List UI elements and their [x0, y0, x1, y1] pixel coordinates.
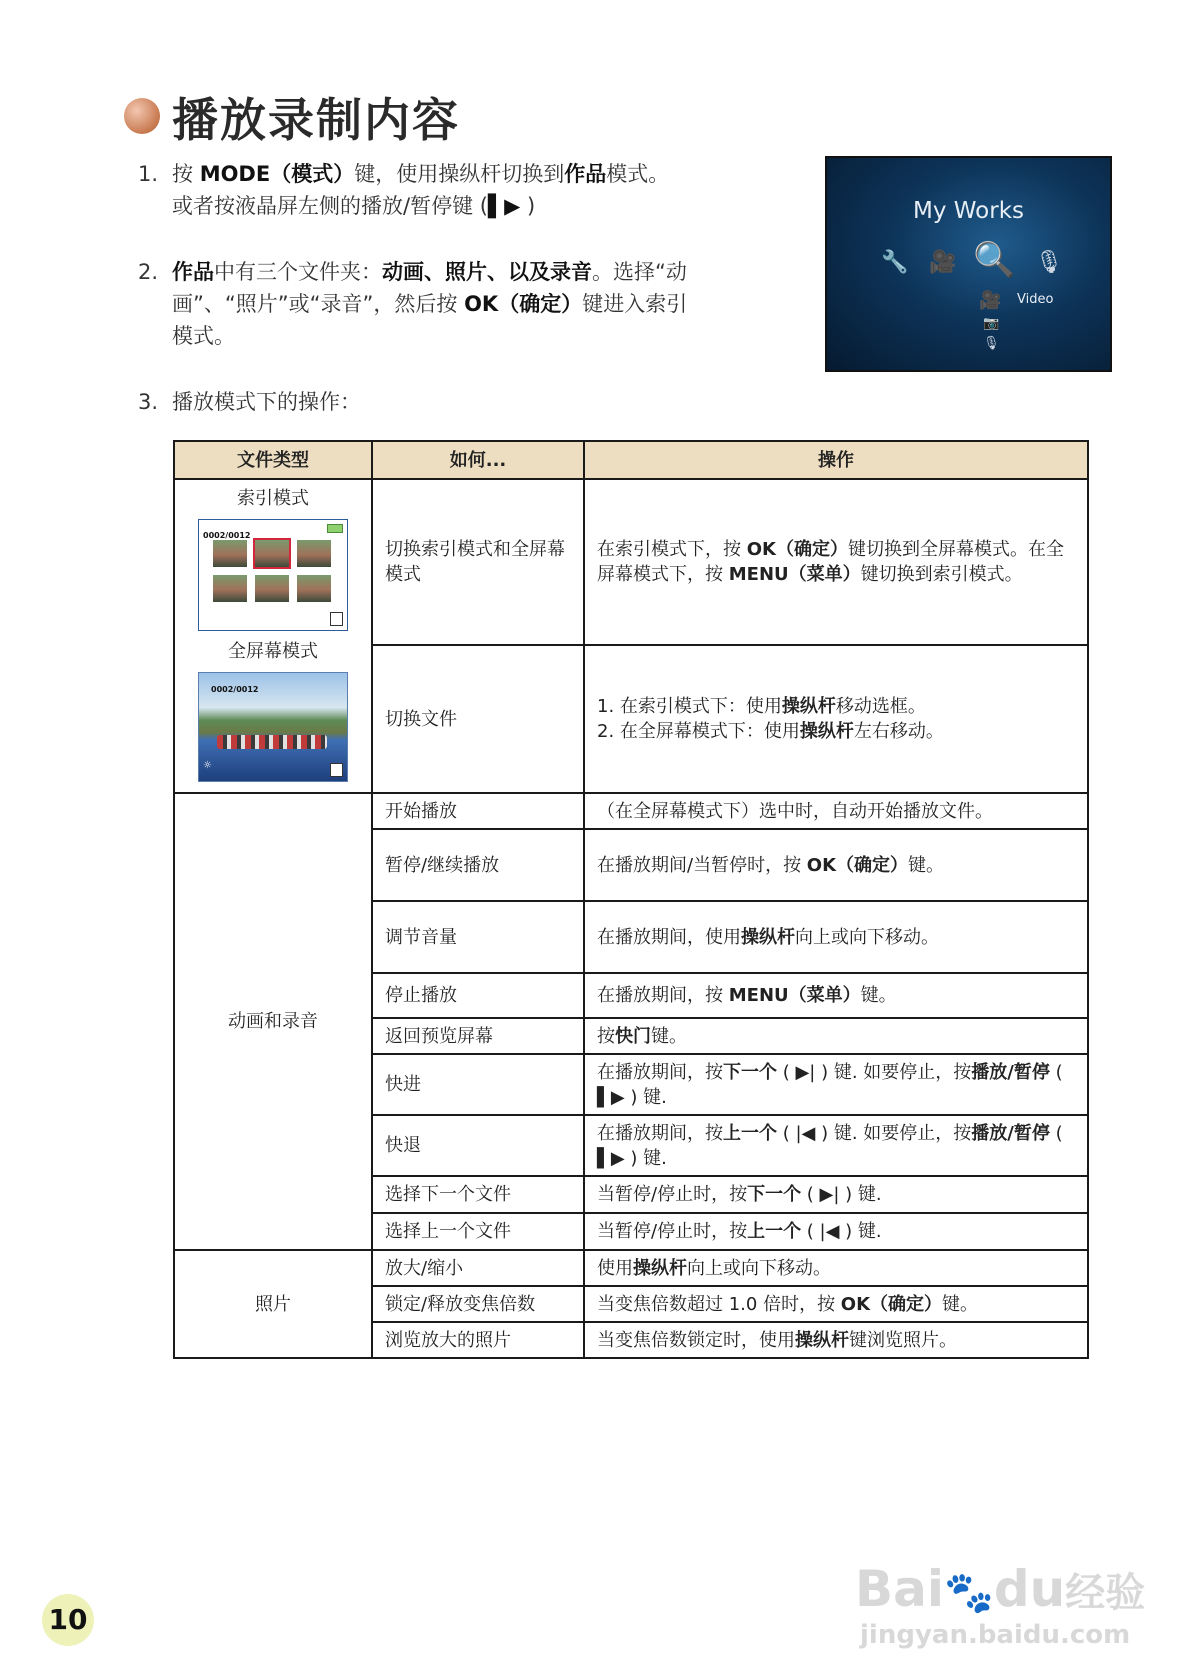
how-cell: 开始播放 [372, 793, 584, 829]
how-cell: 快退 [372, 1115, 584, 1176]
type-cell-modes [174, 479, 372, 793]
op-cell: 当暂停/停止时，按上一个 ( |◀ ) 键. [584, 1213, 1088, 1250]
mic-small-icon: 🎙 [983, 336, 1000, 351]
next-icon: ( ▶| ) [777, 1061, 834, 1083]
magnifier-icon: 🔍 [973, 240, 1016, 280]
sun-icon: ☼ [203, 760, 212, 771]
play-pause-icon: ( ▌▶ ) [597, 1122, 1063, 1169]
wrench-icon: 🔧 [881, 250, 909, 275]
op-cell: 在播放期间，使用操纵杆向上或向下移动。 [584, 901, 1088, 973]
watermark-logo: Bai🐾du经验 [855, 1560, 1146, 1618]
op-cell: 在索引模式下，按 OK（确定）键切换到全屏幕模式。在全屏幕模式下，按 MENU（菜单）键切换到索引模式。 [584, 479, 1088, 645]
step-1: 1. 按 MODE（模式）键，使用操纵杆切换到作品模式。 或者按液晶屏左侧的播放/暂停键 (▌▶ ) [138, 162, 670, 218]
table-row [174, 793, 1088, 829]
play-pause-icon: ( ▌▶ ) [597, 1061, 1063, 1108]
camera-icon: 📷 [983, 316, 1000, 331]
index-mode-thumbnail: 0002/0012 [198, 519, 348, 631]
video-camera-icon: 🎥 [929, 250, 957, 275]
how-cell: 放大/缩小 [372, 1250, 584, 1286]
op-cell: 使用操纵杆向上或向下移动。 [584, 1250, 1088, 1286]
watermark-url: jingyan.baidu.com [860, 1620, 1131, 1650]
how-cell: 浏览放大的照片 [372, 1322, 584, 1358]
how-cell: 快进 [372, 1054, 584, 1115]
type-cell-photo: 照片 [174, 1250, 372, 1358]
table-row [174, 1250, 1088, 1286]
op-cell: 按快门键。 [584, 1018, 1088, 1054]
how-cell: 选择上一个文件 [372, 1213, 584, 1250]
how-cell: 返回预览屏幕 [372, 1018, 584, 1054]
table-header [174, 441, 1088, 479]
video-icon: 🎥 [979, 290, 1002, 311]
paw-icon: 🐾 [944, 1570, 994, 1616]
play-pause-icon: ▌▶ [487, 194, 521, 218]
battery-icon [327, 524, 343, 533]
how-cell: 切换索引模式和全屏幕模式 [372, 479, 584, 645]
operations-table [173, 440, 1089, 1359]
op-cell: 在播放期间，按 MENU（菜单）键。 [584, 973, 1088, 1018]
page-number: 10 [48, 1603, 88, 1636]
op-cell: 1. 在索引模式下：使用操纵杆移动选框。 2. 在全屏幕模式下：使用操纵杆左右移动。 [584, 645, 1088, 793]
header-operation: 操作 [584, 441, 1088, 479]
step-2: 2. 作品中有三个文件夹：动画、照片、以及录音。选择“动 画”、“照片”或“录音”，然后按 OK（确定）键进入索引 模式。 [138, 260, 688, 348]
next-icon: ( ▶| ) [801, 1184, 858, 1205]
screen-title: My Works [913, 198, 1024, 224]
page-title: 播放录制内容 [172, 93, 460, 147]
how-cell: 暂停/继续播放 [372, 829, 584, 901]
how-cell: 切换文件 [372, 645, 584, 793]
how-cell: 调节音量 [372, 901, 584, 973]
title-bullet [124, 98, 160, 134]
type-cell-video-audio: 动画和录音 [174, 793, 372, 1250]
op-cell: （在全屏幕模式下）选中时，自动开始播放文件。 [584, 793, 1088, 829]
previous-icon: ( |◀ ) [777, 1122, 834, 1144]
table-row [174, 479, 1088, 645]
op-cell: 在播放期间/当暂停时，按 OK（确定）键。 [584, 829, 1088, 901]
op-cell: 当变焦倍数超过 1.0 倍时，按 OK（确定）键。 [584, 1286, 1088, 1322]
my-works-screen [825, 156, 1112, 372]
step-3: 3. 播放模式下的操作： [138, 390, 361, 414]
op-cell: 在播放期间，按上一个 ( |◀ ) 键. 如要停止，按播放/暂停 ( ▌▶ ) 键. [584, 1115, 1088, 1176]
op-cell: 当变焦倍数锁定时，使用操纵杆键浏览照片。 [584, 1322, 1088, 1358]
full-mode-thumbnail: 0002/0012 ☼ [198, 672, 348, 782]
how-cell: 选择下一个文件 [372, 1176, 584, 1213]
how-cell: 停止播放 [372, 973, 584, 1018]
op-cell: 在播放期间，按下一个 ( ▶| ) 键. 如要停止，按播放/暂停 ( ▌▶ ) 键. [584, 1054, 1088, 1115]
full-mode-label: 全屏幕模式 [228, 641, 318, 662]
index-mode-label: 索引模式 [237, 488, 309, 509]
sd-card-icon [330, 763, 343, 777]
previous-icon: ( |◀ ) [801, 1221, 858, 1242]
header-how: 如何... [372, 441, 584, 479]
header-type: 文件类型 [174, 441, 372, 479]
microphone-icon: 🎙 [1035, 250, 1063, 275]
video-label: Video [1017, 292, 1054, 307]
sd-card-icon [330, 612, 343, 626]
how-cell: 锁定/释放变焦倍数 [372, 1286, 584, 1322]
op-cell: 当暂停/停止时，按下一个 ( ▶| ) 键. [584, 1176, 1088, 1213]
